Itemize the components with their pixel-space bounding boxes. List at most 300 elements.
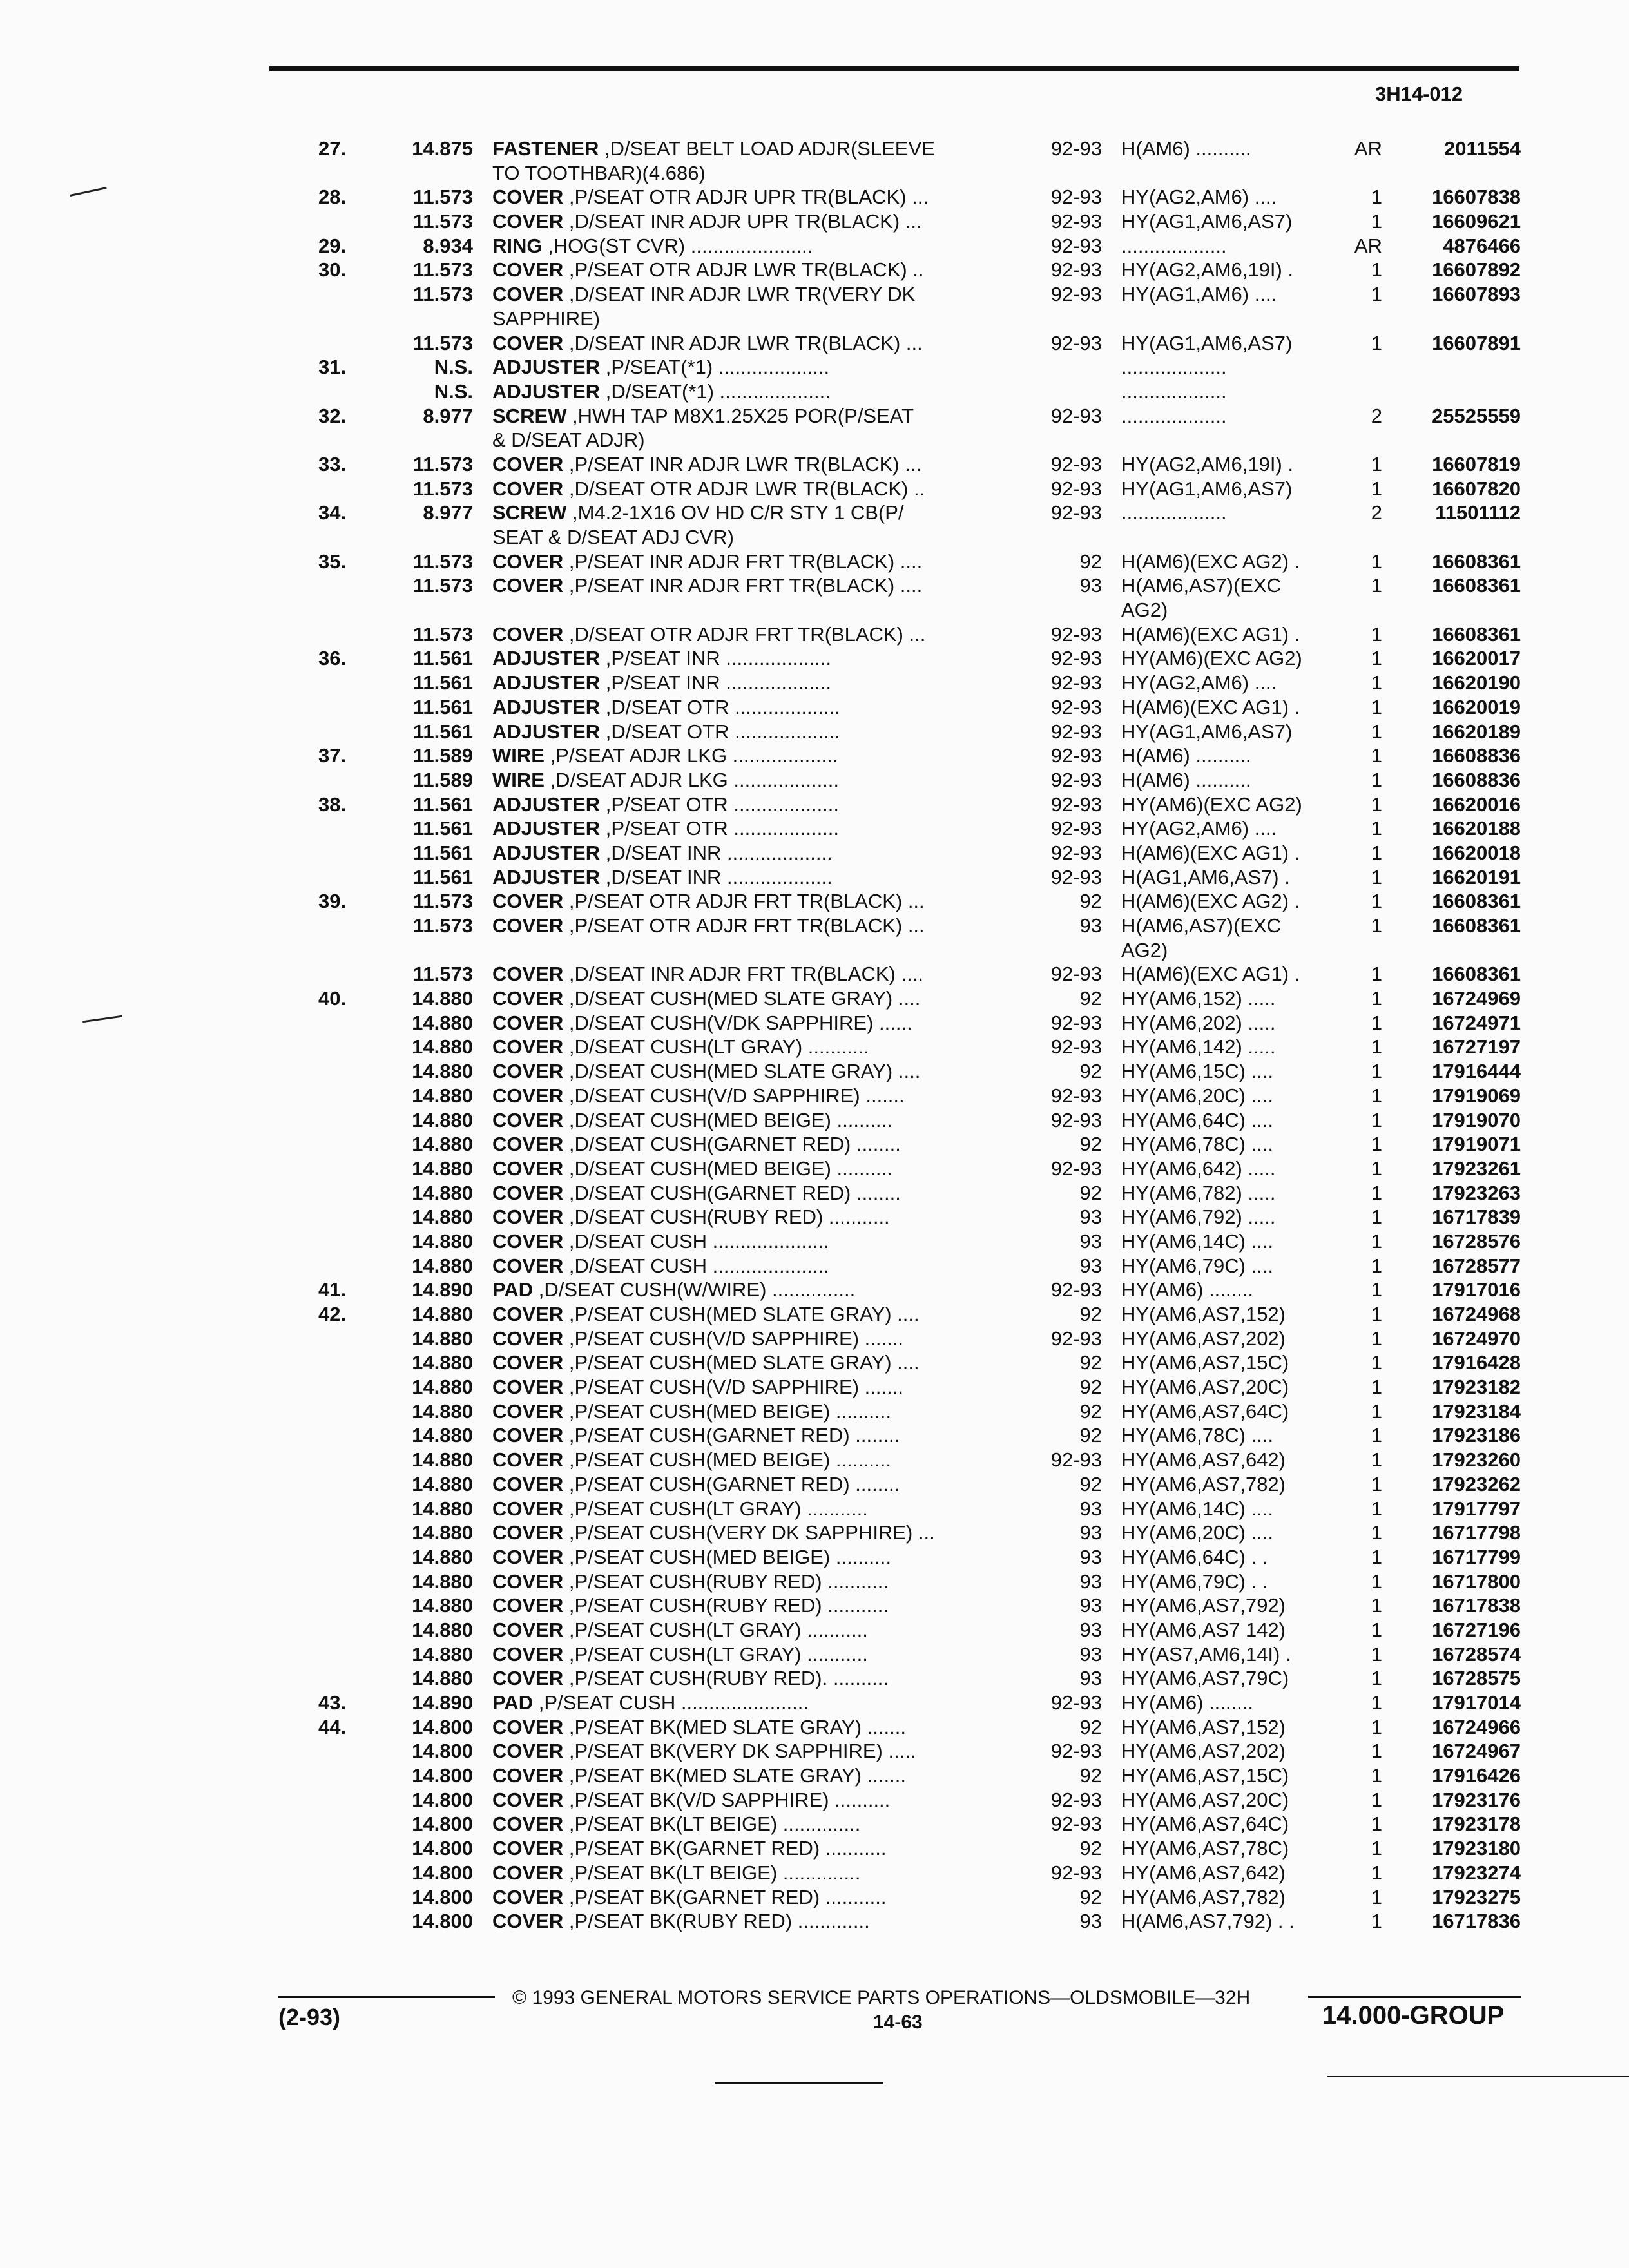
quantity: 1 bbox=[1371, 1254, 1382, 1277]
description bbox=[492, 331, 923, 356]
table-row bbox=[0, 1545, 1629, 1570]
quantity: 1 bbox=[1371, 574, 1382, 597]
group-number: 8.977 bbox=[423, 501, 473, 524]
model-code: H(AG1,AM6,AS7) . bbox=[1121, 865, 1290, 889]
item-number: 29. bbox=[318, 234, 347, 257]
description bbox=[492, 816, 839, 841]
group-number: 14.880 bbox=[412, 1351, 473, 1374]
part-number: 16717838 bbox=[1432, 1594, 1521, 1617]
model-year: 93 bbox=[1079, 1254, 1102, 1277]
group-number: 11.561 bbox=[412, 865, 473, 889]
model-code: HY(AM6,AS7,15C) bbox=[1121, 1764, 1289, 1787]
part-detail: ,P/SEAT CUSH(LT GRAY) ........... bbox=[563, 1642, 868, 1666]
quantity: 1 bbox=[1371, 1206, 1382, 1229]
part-name: COVER bbox=[492, 890, 564, 913]
model-year: 92-93 bbox=[1050, 404, 1102, 427]
quantity: 1 bbox=[1371, 1327, 1382, 1350]
part-name: COVER bbox=[492, 1497, 564, 1520]
description bbox=[492, 744, 838, 768]
part-name: WIRE bbox=[492, 744, 545, 767]
group-number: 14.880 bbox=[412, 1084, 473, 1107]
model-code: HY(AS7,AM6,14I) . bbox=[1121, 1642, 1291, 1666]
group-number: 14.800 bbox=[412, 1715, 473, 1738]
item-number: 40. bbox=[318, 987, 347, 1010]
model-code: HY(AG2,AM6) .... bbox=[1121, 671, 1277, 695]
group-number: N.S. bbox=[434, 356, 473, 379]
quantity: 1 bbox=[1371, 1351, 1382, 1374]
quantity: 1 bbox=[1371, 186, 1382, 209]
group-number: 14.800 bbox=[412, 1910, 473, 1933]
part-detail: ,P/SEAT CUSH(RUBY RED) ........... bbox=[563, 1594, 889, 1617]
model-year: 92-93 bbox=[1050, 1108, 1102, 1131]
model-code: HY(AM6,20C) .... bbox=[1121, 1521, 1273, 1544]
group-number: 14.800 bbox=[412, 1837, 473, 1860]
description bbox=[492, 307, 600, 331]
model-code: AG2) bbox=[1121, 938, 1168, 961]
quantity: 1 bbox=[1371, 890, 1382, 913]
group-number: 14.880 bbox=[412, 1011, 473, 1034]
model-code: H(AM6)(EXC AG1) . bbox=[1121, 963, 1300, 986]
part-detail: ,P/SEAT OTR ADJR FRT TR(BLACK) ... bbox=[563, 914, 925, 937]
table-row bbox=[0, 1157, 1629, 1181]
part-name: COVER bbox=[492, 1837, 564, 1860]
model-code: HY(AM6)(EXC AG2) bbox=[1121, 647, 1302, 670]
part-detail: ,D/SEAT CUSH(MED SLATE GRAY) .... bbox=[563, 987, 921, 1010]
part-detail: ,D/SEAT CUSH(GARNET RED) ........ bbox=[563, 1133, 901, 1156]
description bbox=[492, 1132, 901, 1157]
item-number: 36. bbox=[318, 647, 347, 670]
part-detail: ,P/SEAT CUSH(RUBY RED) ........... bbox=[563, 1570, 889, 1593]
part-number: 17923261 bbox=[1432, 1157, 1521, 1180]
part-name: COVER bbox=[492, 963, 564, 986]
table-row bbox=[0, 889, 1629, 914]
part-number: 16620019 bbox=[1432, 695, 1521, 718]
model-code: ................... bbox=[1121, 234, 1227, 257]
part-name: PAD bbox=[492, 1278, 534, 1302]
part-number: 16728576 bbox=[1432, 1229, 1521, 1253]
part-name: COVER bbox=[492, 1157, 564, 1180]
table-row bbox=[0, 744, 1629, 768]
quantity: 1 bbox=[1371, 1861, 1382, 1884]
part-detail: ,P/SEAT BK(GARNET RED) ........... bbox=[563, 1885, 887, 1908]
description bbox=[492, 646, 831, 671]
part-detail: ,P/SEAT CUSH(MED SLATE GRAY) .... bbox=[563, 1351, 920, 1374]
part-name: COVER bbox=[492, 1885, 564, 1908]
group-number: 11.573 bbox=[412, 574, 473, 597]
footer-copyright: © 1993 GENERAL MOTORS SERVICE PARTS OPERATIONS—OLDSMOBILE—32H bbox=[512, 1987, 1251, 2008]
part-name: COVER bbox=[492, 987, 564, 1010]
part-number: 16607820 bbox=[1432, 477, 1521, 500]
model-code: HY(AM6,AS7,202) bbox=[1121, 1327, 1286, 1350]
quantity: 2 bbox=[1371, 501, 1382, 524]
model-year: 92-93 bbox=[1050, 647, 1102, 670]
part-name: SCREW bbox=[492, 501, 567, 524]
part-name: COVER bbox=[492, 1570, 564, 1593]
part-detail: ,P/SEAT INR ................... bbox=[600, 647, 831, 670]
model-year: 92-93 bbox=[1050, 1011, 1102, 1034]
description bbox=[492, 1642, 868, 1667]
part-detail: ,D/SEAT CUSH(GARNET RED) ........ bbox=[563, 1181, 901, 1204]
part-number: 17916444 bbox=[1432, 1060, 1521, 1083]
part-number: 16607893 bbox=[1432, 283, 1521, 306]
part-number: 16728575 bbox=[1432, 1667, 1521, 1690]
description bbox=[492, 1302, 920, 1327]
group-number: 14.800 bbox=[412, 1885, 473, 1908]
model-year: 92-93 bbox=[1050, 865, 1102, 889]
item-number: 28. bbox=[318, 186, 347, 209]
part-name: COVER bbox=[492, 1448, 564, 1472]
model-year: 93 bbox=[1079, 1642, 1102, 1666]
part-detail: ,P/SEAT CUSH(LT GRAY) ........... bbox=[563, 1497, 868, 1520]
part-name: COVER bbox=[492, 574, 564, 597]
description bbox=[492, 841, 833, 865]
part-detail: ,P/SEAT CUSH(MED BEIGE) .......... bbox=[563, 1545, 891, 1568]
description bbox=[492, 1861, 860, 1885]
model-year: 92-93 bbox=[1050, 1084, 1102, 1107]
table-row bbox=[0, 1763, 1629, 1788]
part-number: 17923182 bbox=[1432, 1376, 1521, 1399]
part-name: COVER bbox=[492, 1399, 564, 1423]
table-row bbox=[0, 1423, 1629, 1448]
part-number: 16620191 bbox=[1432, 865, 1521, 889]
description bbox=[492, 1108, 892, 1133]
group-number: 11.573 bbox=[412, 477, 473, 500]
group-number: 14.880 bbox=[412, 1206, 473, 1229]
model-year: 92-93 bbox=[1050, 283, 1102, 306]
item-number: 35. bbox=[318, 550, 347, 573]
model-year: 92-93 bbox=[1050, 622, 1102, 646]
part-number: 17919071 bbox=[1432, 1133, 1521, 1156]
part-detail: ,P/SEAT INR ADJR FRT TR(BLACK) .... bbox=[563, 550, 923, 573]
group-number: 14.880 bbox=[412, 1448, 473, 1472]
model-year: 92-93 bbox=[1050, 671, 1102, 695]
model-code: HY(AM6,64C) . . bbox=[1121, 1545, 1268, 1568]
part-number: 17917797 bbox=[1432, 1497, 1521, 1520]
part-name: ADJUSTER bbox=[492, 793, 601, 816]
model-year: 92-93 bbox=[1050, 963, 1102, 986]
part-detail: ,P/SEAT BK(V/D SAPPHIRE) .......... bbox=[563, 1788, 891, 1811]
part-detail: ,D/SEAT CUSH(V/DK SAPPHIRE) ...... bbox=[563, 1011, 912, 1034]
part-detail: ,HOG(ST CVR) ...................... bbox=[542, 234, 813, 257]
part-detail: ,P/SEAT BK(MED SLATE GRAY) ....... bbox=[563, 1764, 906, 1787]
part-number: 16727197 bbox=[1432, 1035, 1521, 1059]
model-code: ................... bbox=[1121, 404, 1227, 427]
table-row bbox=[0, 1132, 1629, 1157]
part-number: 16607838 bbox=[1432, 186, 1521, 209]
model-code: HY(AM6,AS7,152) bbox=[1121, 1303, 1286, 1325]
part-detail: ,P/SEAT BK(MED SLATE GRAY) ....... bbox=[563, 1715, 906, 1738]
quantity: 1 bbox=[1371, 1715, 1382, 1738]
part-number: 17919069 bbox=[1432, 1084, 1521, 1107]
quantity: 1 bbox=[1371, 914, 1382, 937]
part-detail: ,D/SEAT(*1) .................... bbox=[600, 380, 831, 403]
table-row bbox=[0, 1666, 1629, 1691]
model-year: 92-93 bbox=[1050, 210, 1102, 233]
part-detail: ,P/SEAT CUSH(MED BEIGE) .......... bbox=[563, 1399, 891, 1423]
table-row bbox=[0, 1181, 1629, 1206]
group-number: 11.573 bbox=[412, 186, 473, 209]
model-code: HY(AM6,AS7,20C) bbox=[1121, 1376, 1289, 1399]
model-code: H(AM6)(EXC AG1) . bbox=[1121, 622, 1300, 646]
description bbox=[492, 525, 734, 550]
part-detail: ,D/SEAT CUSH(MED BEIGE) .......... bbox=[563, 1108, 892, 1131]
footer-underline bbox=[1327, 2076, 1629, 2077]
part-number: 17923263 bbox=[1432, 1181, 1521, 1204]
model-year: 93 bbox=[1079, 1570, 1102, 1593]
part-name: COVER bbox=[492, 1229, 564, 1253]
part-number: 17917016 bbox=[1432, 1278, 1521, 1302]
model-code: HY(AM6,78C) .... bbox=[1121, 1133, 1273, 1156]
quantity: 1 bbox=[1371, 1108, 1382, 1131]
table-row bbox=[0, 646, 1629, 671]
group-number: 11.573 bbox=[412, 890, 473, 913]
part-detail: TO TOOTHBAR)(4.686) bbox=[492, 161, 706, 184]
item-number: 38. bbox=[318, 793, 347, 816]
part-number: 16608361 bbox=[1432, 550, 1521, 573]
model-year: 92 bbox=[1079, 1303, 1102, 1325]
group-number: 14.880 bbox=[412, 1521, 473, 1544]
description bbox=[492, 1181, 901, 1206]
part-number: 16608361 bbox=[1432, 890, 1521, 913]
table-row bbox=[0, 768, 1629, 793]
description bbox=[492, 1691, 809, 1715]
model-year: 92 bbox=[1079, 890, 1102, 913]
part-name: COVER bbox=[492, 1084, 564, 1107]
model-code: H(AM6)(EXC AG1) . bbox=[1121, 841, 1300, 864]
table-row bbox=[0, 1885, 1629, 1910]
group-number: 14.800 bbox=[412, 1812, 473, 1836]
part-detail: ,D/SEAT INR ADJR LWR TR(BLACK) ... bbox=[563, 331, 923, 354]
group-number: 14.880 bbox=[412, 1060, 473, 1083]
model-code: HY(AM6) ........ bbox=[1121, 1278, 1253, 1302]
part-name: COVER bbox=[492, 1108, 564, 1131]
part-name: ADJUSTER bbox=[492, 695, 601, 718]
table-row bbox=[0, 161, 1629, 186]
quantity: 1 bbox=[1371, 817, 1382, 840]
part-name: WIRE bbox=[492, 768, 545, 791]
model-code: HY(AM6,14C) .... bbox=[1121, 1497, 1273, 1520]
part-name: FASTENER bbox=[492, 137, 599, 160]
part-number: 16609621 bbox=[1432, 210, 1521, 233]
table-row bbox=[0, 1788, 1629, 1812]
part-detail: ,D/SEAT CUSH ..................... bbox=[563, 1254, 829, 1277]
parts-list bbox=[0, 137, 1629, 1934]
table-row bbox=[0, 1642, 1629, 1667]
group-number: 14.880 bbox=[412, 1035, 473, 1059]
quantity: 1 bbox=[1371, 210, 1382, 233]
model-year: 92-93 bbox=[1050, 793, 1102, 816]
model-year: 92-93 bbox=[1050, 186, 1102, 209]
description bbox=[492, 501, 904, 525]
description bbox=[492, 986, 920, 1011]
item-number: 41. bbox=[318, 1278, 347, 1302]
quantity: 1 bbox=[1371, 720, 1382, 743]
description bbox=[492, 1715, 906, 1740]
quantity: 1 bbox=[1371, 1035, 1382, 1059]
group-number: 14.880 bbox=[412, 1424, 473, 1447]
part-name: COVER bbox=[492, 914, 564, 937]
quantity: 1 bbox=[1371, 1133, 1382, 1156]
model-year: 93 bbox=[1079, 1206, 1102, 1229]
description bbox=[492, 573, 922, 598]
description bbox=[492, 1788, 890, 1812]
description bbox=[492, 477, 925, 501]
item-number: 44. bbox=[318, 1715, 347, 1738]
description bbox=[492, 404, 914, 428]
table-row bbox=[0, 209, 1629, 234]
group-number: 14.880 bbox=[412, 1399, 473, 1423]
model-year: 92-93 bbox=[1050, 1448, 1102, 1472]
part-number: 17923262 bbox=[1432, 1472, 1521, 1495]
description bbox=[492, 793, 839, 817]
model-code: HY(AM6,79C) .... bbox=[1121, 1254, 1273, 1277]
part-number: 16607891 bbox=[1432, 331, 1521, 354]
part-number: 16607892 bbox=[1432, 258, 1521, 282]
model-code: HY(AM6,AS7 142) bbox=[1121, 1618, 1286, 1641]
model-year: 92-93 bbox=[1050, 695, 1102, 718]
table-row bbox=[0, 1472, 1629, 1497]
part-name: COVER bbox=[492, 210, 564, 233]
table-row bbox=[0, 1278, 1629, 1302]
description bbox=[492, 914, 925, 938]
quantity: 1 bbox=[1371, 1229, 1382, 1253]
quantity: 1 bbox=[1371, 1060, 1382, 1083]
part-number: 16717800 bbox=[1432, 1570, 1521, 1593]
quantity: 1 bbox=[1371, 987, 1382, 1010]
description bbox=[492, 380, 831, 404]
table-row bbox=[0, 938, 1629, 963]
model-code: H(AM6)(EXC AG1) . bbox=[1121, 695, 1300, 718]
part-detail: ,D/SEAT CUSH(W/WIRE) ............... bbox=[533, 1278, 856, 1302]
group-number: 14.880 bbox=[412, 1594, 473, 1617]
group-number: 11.573 bbox=[412, 452, 473, 476]
part-number: 16620018 bbox=[1432, 841, 1521, 864]
part-name: COVER bbox=[492, 1376, 564, 1399]
quantity: 1 bbox=[1371, 477, 1382, 500]
part-name: COVER bbox=[492, 186, 564, 209]
part-name: COVER bbox=[492, 1472, 564, 1495]
part-number: 17923274 bbox=[1432, 1861, 1521, 1884]
model-year: 92-93 bbox=[1050, 841, 1102, 864]
quantity: 1 bbox=[1371, 1885, 1382, 1908]
quantity: 1 bbox=[1371, 1157, 1382, 1180]
description bbox=[492, 1472, 900, 1497]
part-name: COVER bbox=[492, 1667, 564, 1690]
part-number: 16724967 bbox=[1432, 1740, 1521, 1763]
group-number: 14.880 bbox=[412, 1254, 473, 1277]
table-row bbox=[0, 962, 1629, 986]
part-detail: ,P/SEAT BK(LT BEIGE) .............. bbox=[563, 1812, 861, 1836]
part-detail: ,D/SEAT BELT LOAD ADJR(SLEEVE bbox=[599, 137, 935, 160]
group-number: 8.934 bbox=[423, 234, 473, 257]
model-year: 92-93 bbox=[1050, 1157, 1102, 1180]
model-year: 92 bbox=[1079, 1399, 1102, 1423]
model-code: HY(AM6,AS7,64C) bbox=[1121, 1399, 1289, 1423]
table-row bbox=[0, 550, 1629, 574]
table-row bbox=[0, 477, 1629, 501]
model-code: HY(AM6,15C) .... bbox=[1121, 1060, 1273, 1083]
description bbox=[492, 768, 839, 793]
table-row bbox=[0, 137, 1629, 161]
part-name: COVER bbox=[492, 1133, 564, 1156]
table-row bbox=[0, 1011, 1629, 1035]
model-code: H(AM6)(EXC AG2) . bbox=[1121, 890, 1300, 913]
part-number: 16607819 bbox=[1432, 452, 1521, 476]
model-year: 92-93 bbox=[1050, 720, 1102, 743]
model-code: HY(AM6,AS7,64C) bbox=[1121, 1812, 1289, 1836]
table-row bbox=[0, 1059, 1629, 1084]
model-code: HY(AM6,AS7,78C) bbox=[1121, 1837, 1289, 1860]
model-year: 92-93 bbox=[1050, 1278, 1102, 1302]
description bbox=[492, 137, 935, 161]
table-row bbox=[0, 841, 1629, 865]
description bbox=[492, 1205, 890, 1229]
part-detail: ,P/SEAT INR ADJR FRT TR(BLACK) .... bbox=[563, 574, 923, 597]
model-code: HY(AM6,202) ..... bbox=[1121, 1011, 1276, 1034]
part-detail: ,D/SEAT OTR ADJR LWR TR(BLACK) .. bbox=[563, 477, 925, 500]
group-number: 14.880 bbox=[412, 1303, 473, 1325]
table-row bbox=[0, 1254, 1629, 1278]
model-year: 92 bbox=[1079, 1351, 1102, 1374]
description bbox=[492, 209, 922, 234]
model-year: 92-93 bbox=[1050, 258, 1102, 282]
quantity: 1 bbox=[1371, 283, 1382, 306]
quantity: AR bbox=[1354, 137, 1382, 160]
footer-page-number: 14-63 bbox=[873, 2012, 923, 2033]
part-detail: ,D/SEAT INR ADJR UPR TR(BLACK) ... bbox=[563, 210, 922, 233]
quantity: 1 bbox=[1371, 1497, 1382, 1520]
table-row bbox=[0, 1715, 1629, 1740]
table-row bbox=[0, 914, 1629, 938]
table-row bbox=[0, 452, 1629, 477]
description bbox=[492, 1545, 891, 1570]
table-row bbox=[0, 1739, 1629, 1763]
model-year: 92-93 bbox=[1050, 744, 1102, 767]
model-year: 92-93 bbox=[1050, 1861, 1102, 1884]
group-number: 14.880 bbox=[412, 1545, 473, 1568]
part-detail: ,P/SEAT CUSH(V/D SAPPHIRE) ....... bbox=[563, 1327, 903, 1350]
group-number: 14.880 bbox=[412, 1497, 473, 1520]
description bbox=[492, 962, 923, 986]
table-row bbox=[0, 1521, 1629, 1545]
model-year: 92 bbox=[1079, 1885, 1102, 1908]
model-year: 93 bbox=[1079, 1229, 1102, 1253]
table-row bbox=[0, 1399, 1629, 1424]
part-name: COVER bbox=[492, 1861, 564, 1884]
group-number: 14.880 bbox=[412, 1108, 473, 1131]
part-detail: ,D/SEAT INR ADJR FRT TR(BLACK) .... bbox=[563, 963, 923, 986]
description bbox=[492, 622, 925, 647]
model-code: HY(AM6,20C) .... bbox=[1121, 1084, 1273, 1107]
part-number: 16724968 bbox=[1432, 1303, 1521, 1325]
description bbox=[492, 1497, 868, 1521]
model-code: H(AM6) .......... bbox=[1121, 137, 1251, 160]
group-number: 14.880 bbox=[412, 1472, 473, 1495]
part-detail: ,P/SEAT BK(VERY DK SAPPHIRE) ..... bbox=[563, 1740, 916, 1763]
part-number: 16620190 bbox=[1432, 671, 1521, 695]
part-detail: ,P/SEAT CUSH ....................... bbox=[533, 1691, 809, 1714]
model-year: 92 bbox=[1079, 1181, 1102, 1204]
table-row bbox=[0, 1375, 1629, 1399]
group-number: 14.880 bbox=[412, 1327, 473, 1350]
description bbox=[492, 671, 831, 695]
description bbox=[492, 889, 925, 914]
description bbox=[492, 428, 645, 452]
model-year: 92 bbox=[1079, 987, 1102, 1010]
group-number: 11.573 bbox=[412, 258, 473, 282]
model-year: 92-93 bbox=[1050, 477, 1102, 500]
model-code: H(AM6) .......... bbox=[1121, 744, 1251, 767]
